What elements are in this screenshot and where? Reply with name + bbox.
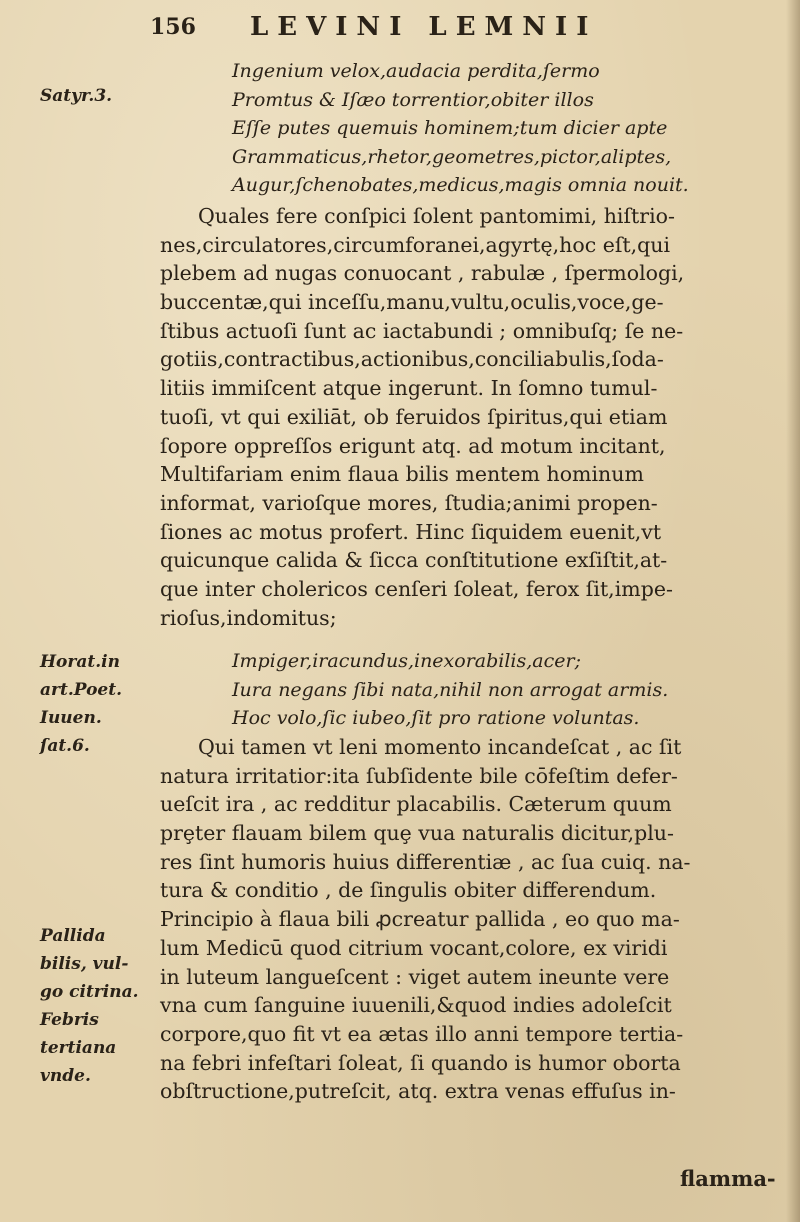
text-line: Multifariam enim flaua bilis mentem hominum bbox=[160, 462, 644, 487]
text-line: quicunque calida & ſicca conſtitutione exſiſtit,at- bbox=[160, 548, 668, 573]
margin-note-satyr bbox=[40, 82, 158, 110]
margin-note-line: bilis, vul- bbox=[40, 954, 129, 974]
paragraph-2 bbox=[160, 733, 785, 1106]
verse-line: Iura negans ſibi nata,nihil non arrogat armis. bbox=[232, 678, 669, 701]
text-line: ſopore oppreſſos erigunt atq. ad motum incitant, bbox=[160, 433, 666, 458]
text-line: gotiis,contractibus,actionibus,conciliabulis,ſoda- bbox=[160, 347, 664, 372]
margin-note-line: Febris bbox=[40, 1010, 99, 1030]
verse-quote-1 bbox=[232, 57, 689, 200]
text-line: res ſint humoris huius differentiæ , ac ſua cuiq. na- bbox=[160, 849, 691, 874]
text-line: buccentæ,qui inceſſu,manu,vultu,oculis,voce,ge- bbox=[160, 290, 664, 315]
page-number: 156 bbox=[150, 14, 196, 40]
text-line: ueſcit ira , ac redditur placabilis. Cæterum quum bbox=[160, 792, 672, 817]
page-edge-shadow bbox=[786, 0, 800, 1222]
text-line: litiis immiſcent atque ingerunt. In ſomno tumul- bbox=[160, 376, 658, 401]
page-header bbox=[150, 10, 710, 44]
text-line: plebem ad nugas conuocant , rabulæ , ſpermologi, bbox=[160, 261, 685, 286]
text-line: ſiones ac motus profert. Hinc ſiquidem euenit,vt bbox=[160, 519, 662, 544]
text-line: Quales fere conſpici ſolent pantomimi, hiſtrio- bbox=[198, 204, 675, 228]
text-line: Qui tamen vt leni momento incandeſcat , ac ſit bbox=[198, 735, 682, 759]
verse-line: Eſſe putes quemuis hominem;tum dicier apte bbox=[232, 117, 668, 140]
text-line: lum Medicū quod citrium vocant,colore, ex viridi bbox=[160, 935, 668, 960]
margin-note-line: Iuuen. bbox=[40, 708, 102, 728]
margin-note-pallida bbox=[40, 922, 158, 1090]
running-head: LEVINI LEMNII bbox=[250, 12, 598, 42]
margin-note-line: tertiana bbox=[40, 1038, 117, 1058]
text-line: tura & conditio , de ſingulis obiter differendum. bbox=[160, 878, 657, 903]
text-line: vna cum ſanguine iuuenili,&quod indies adoleſcit bbox=[160, 993, 672, 1018]
margin-note-line: ſat.6. bbox=[40, 736, 90, 756]
text-line: na febri infeſtari ſoleat, ſi quando is humor oborta bbox=[160, 1050, 681, 1075]
text-line: rioſus,indomitus; bbox=[160, 605, 337, 630]
verse-quote-2 bbox=[232, 647, 668, 733]
catchword: flamma- bbox=[680, 1166, 776, 1191]
text-line: in luteum langueſcent : viget autem ineunte vere bbox=[160, 964, 670, 989]
text-line: ſtibus actuoſi ſunt ac iactabundi ; omnibuſq; ſe ne- bbox=[160, 318, 684, 343]
verse-line: Hoc volo,ſic iubeo,ſit pro ratione voluntas. bbox=[232, 707, 640, 730]
verse-line: Promtus & Iſæo torrentior,obiter illos bbox=[232, 88, 594, 111]
verse-line: Ingenium velox,audacia perdita,ſermo bbox=[232, 60, 600, 82]
verse-line: Augur,ſchenobates,medicus,magis omnia nouit. bbox=[232, 174, 689, 197]
text-line: informat, varioſque mores, ſtudia;animi propen- bbox=[160, 490, 658, 515]
text-line: nes,circulatores,circumforanei,agyrtę,hoc eſt,qui bbox=[160, 232, 671, 257]
text-line: prȩter flauam bilem quȩ vua naturalis dicitur,plu- bbox=[160, 821, 674, 846]
margin-note-line: Satyr.3. bbox=[40, 86, 113, 106]
margin-note-line: go citrina. bbox=[40, 982, 139, 1002]
text-line: que inter cholericos cenſeri ſoleat, ferox ſit,impe- bbox=[160, 576, 673, 601]
text-line: natura irritatior:ita ſubſidente bile cōfeſtim defer- bbox=[160, 763, 678, 788]
margin-note-horat bbox=[40, 648, 158, 760]
margin-note-line: vnde. bbox=[40, 1066, 91, 1086]
text-line: Principio à flaua bili ꝓcreatur pallida , eo quo ma- bbox=[160, 907, 680, 932]
text-line: corpore,quo fit vt ea ætas illo anni tempore tertia- bbox=[160, 1021, 684, 1046]
margin-note-line: Pallida bbox=[40, 926, 106, 946]
text-line: tuoſi, vt qui exiliāt, ob feruidos ſpiritus,qui etiam bbox=[160, 404, 668, 429]
margin-note-line: art.Poet. bbox=[40, 680, 122, 700]
text-line: obſtructione,putreſcit, atq. extra venas effuſus in- bbox=[160, 1079, 676, 1104]
margin-note-line: Horat.in bbox=[40, 652, 120, 672]
verse-line: Impiger,iracundus,inexorabilis,acer; bbox=[232, 650, 581, 672]
verse-line: Grammaticus,rhetor,geometres,pictor,aliptes, bbox=[232, 145, 672, 168]
paragraph-1 bbox=[160, 202, 785, 632]
